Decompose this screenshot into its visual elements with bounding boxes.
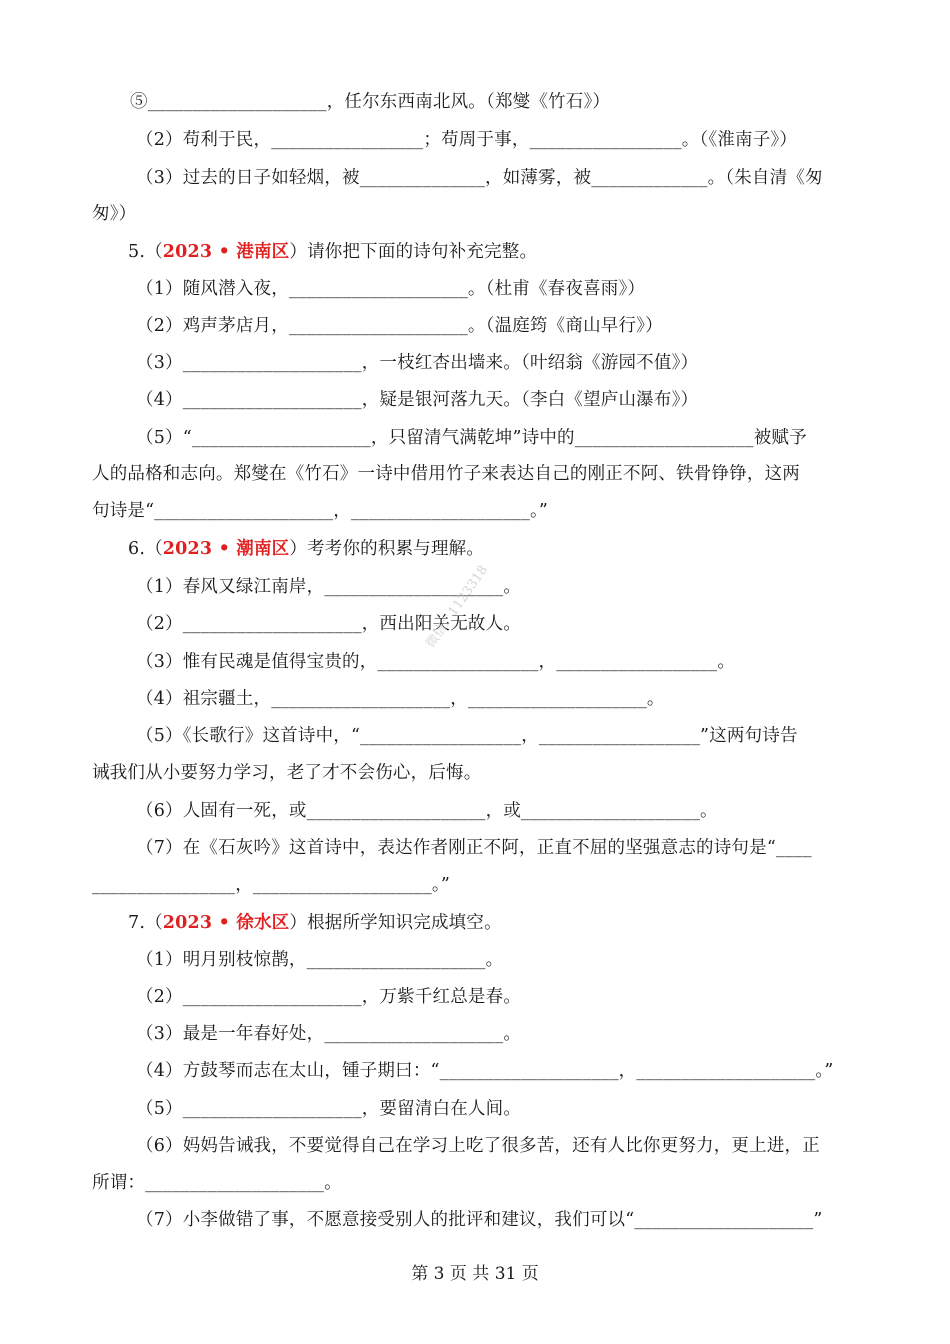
line-text: （7）在《石灰吟》这首诗中，表达作者刚正不阿，正直不屈的坚强意志的诗句是“____ [136,838,812,858]
q6-item-3 [136,650,735,674]
line-text: 所谓：____________________。 [92,1173,342,1193]
line-text: （5）《长歌行》这首诗中，“__________________，__________________”这两句诗告 [136,726,798,746]
q7-item-4 [136,1059,833,1083]
line-text: （2）____________________，西出阳关无故人。 [136,614,522,634]
poem-item-3 [136,166,823,190]
question-number: 7.（ [128,913,163,933]
line-text: （1）随风潜入夜，____________________。（杜甫《春夜喜雨》） [136,279,646,299]
line-text: （5）“____________________，只留清气满乾坤”诗中的____________________被赋予 [136,428,807,448]
q5-item-2 [136,314,663,338]
q5-item-5-cont2 [92,499,548,523]
line-text: （4）____________________，疑是银河落九天。（李白《望庐山瀑布》） [136,390,699,410]
q5-item-3 [136,351,698,375]
line-text: 句诗是“____________________，____________________。” [92,501,549,521]
source-tag: 2023 • 潮南区 [162,539,290,559]
question-7-heading [128,911,502,935]
q7-item-1 [136,948,503,972]
line-text: （3）____________________，一枝红杏出墙来。（叶绍翁《游园不值》） [136,353,699,373]
line-text: （4）祖宗疆土，____________________，____________________。 [136,689,665,709]
source-tag: 2023 • 徐水区 [162,913,290,933]
question-prompt: ）考考你的积累与理解。 [289,539,485,559]
poem-item-2 [136,128,797,152]
line-text: 诫我们从小要努力学习，老了才不会伤心，后悔。 [92,763,482,783]
poem-item-5-5 [130,90,610,114]
q6-item-7-cont [92,873,450,897]
page-footer: 第 3 页 共 31 页 [411,1264,539,1284]
line-text: 匆》） [92,204,137,224]
line-text: （1）明月别枝惊鹊，____________________。 [136,950,504,970]
line-text: 人的品格和志向。郑燮在《竹石》一诗中借用竹子来表达自己的刚正不阿、铁骨铮铮，这两 [92,464,800,484]
line-text: （1）春风又绿江南岸，____________________。 [136,577,522,597]
q5-item-1 [136,277,645,301]
line-text: （5）____________________，要留清白在人间。 [136,1099,522,1119]
line-text: （3）惟有民魂是值得宝贵的，__________________，__________________。 [136,652,736,672]
line-text: （4）方鼓琴而志在太山，锺子期曰：“____________________，____________________。” [136,1061,834,1081]
line-text: （7）小李做错了事，不愿意接受别人的批评和建议，我们可以“____________________” [136,1210,823,1230]
line-text: （6）人固有一死，或____________________，或____________________。 [136,801,718,821]
q7-item-2 [136,985,521,1009]
q7-item-6 [136,1134,820,1158]
poem-item-3-cont [92,202,136,226]
watermark: 微信：1123318 [423,562,492,651]
q5-item-4 [136,388,698,412]
line-text: （2）苟利于民，_________________；苟周于事，_________________。（《淮南子》） [136,130,798,150]
question-number: 6.（ [128,539,163,559]
line-text: （3）最是一年春好处，____________________。 [136,1024,522,1044]
q6-item-5 [136,724,798,748]
q5-item-5 [136,426,807,450]
line-text: ________________，____________________。” [92,875,450,895]
line-text: ⑤____________________，任尔东西南北风。（郑燮《竹石》） [130,92,611,112]
question-number: 5.（ [128,242,163,262]
line-text: （3）过去的日子如轻烟，被______________，如薄雾，被_____________。（朱自清《匆 [136,168,823,188]
q7-item-7 [136,1208,823,1232]
q7-item-5 [136,1097,521,1121]
q6-item-5-cont [92,761,481,785]
line-text: （6）妈妈告诫我，不要觉得自己在学习上吃了很多苦，还有人比你更努力，更上进，正 [136,1136,820,1156]
question-5-heading [128,240,537,264]
line-text: （2）鸡声茅店月，____________________。（温庭筠《商山早行》） [136,316,663,336]
source-tag: 2023 • 港南区 [162,242,290,262]
q6-item-7 [136,836,812,860]
q6-item-4 [136,687,665,711]
q7-item-6-cont [92,1171,342,1195]
q6-item-2 [136,612,521,636]
line-text: （2）____________________，万紫千红总是春。 [136,987,522,1007]
q5-item-5-cont1 [92,462,800,486]
q7-item-3 [136,1022,521,1046]
question-6-heading [128,537,484,561]
question-prompt: ）根据所学知识完成填空。 [289,913,502,933]
q6-item-6 [136,799,718,823]
question-prompt: ）请你把下面的诗句补充完整。 [289,242,538,262]
